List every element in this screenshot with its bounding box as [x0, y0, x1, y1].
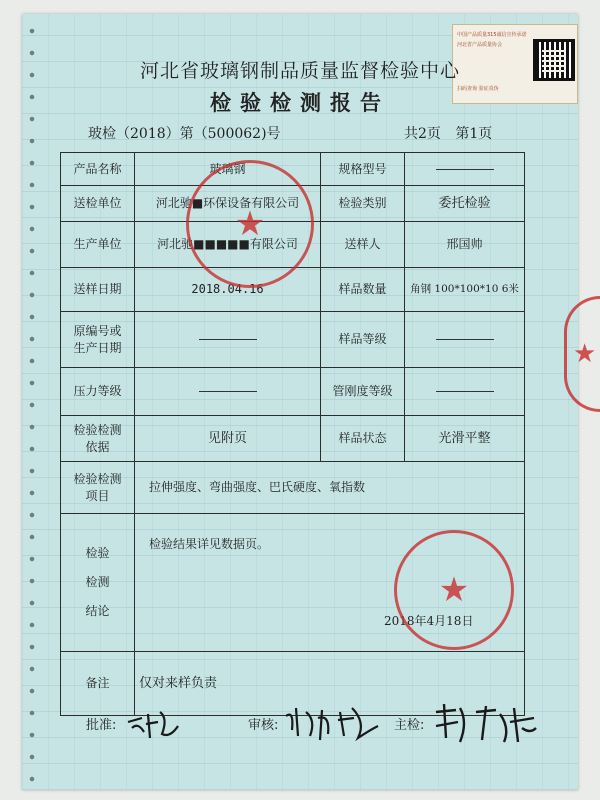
- sample-qty-label: 样品数量: [321, 268, 405, 312]
- remarks-value: 仅对来样负责: [135, 652, 525, 716]
- product-name-value: 玻璃钢: [135, 153, 321, 186]
- items-label-line-2: 项目: [85, 488, 110, 503]
- orig-no-label-line-2: 生产日期: [73, 340, 122, 355]
- spec-value: [405, 153, 525, 186]
- table-row: [61, 416, 525, 462]
- conclusion-date: 2018年4月18日: [384, 614, 474, 628]
- empty-dash: [436, 339, 494, 340]
- basis-label: [61, 416, 135, 462]
- inspector-label: 主检:: [394, 718, 425, 733]
- conclusion-label-line-1: 检验: [85, 546, 110, 561]
- empty-dash: [436, 391, 494, 392]
- basis-value: 见附页: [135, 416, 321, 462]
- submit-unit-value: 河北驰■环保设备有限公司: [135, 186, 321, 222]
- handwritten-signature-icon: [282, 700, 382, 748]
- official-seal-bottom: [394, 530, 514, 650]
- orig-no-label: [61, 312, 135, 368]
- approve-label: 批准:: [86, 718, 117, 733]
- page-info: 共2页 第1页: [404, 126, 493, 142]
- conclusion-text: 检验结果详见数据页。: [149, 537, 270, 551]
- basis-label-line-2: 依据: [85, 439, 110, 454]
- empty-dash: [199, 339, 257, 340]
- binding-holes: [28, 20, 36, 790]
- sample-state-value: 光滑平整: [405, 416, 525, 462]
- org-title: 河北省玻璃钢制品质量监督检验中心: [139, 60, 460, 82]
- seal-star-icon: ★: [438, 570, 470, 610]
- spec-label: 规格型号: [321, 153, 405, 186]
- basis-label-line-1: 检验检测: [73, 423, 122, 438]
- table-row: [61, 312, 525, 368]
- empty-dash: [436, 169, 494, 170]
- conclusion-label-line-3: 结论: [85, 603, 110, 618]
- badge-line-2: 河北省产品质量协会: [457, 42, 503, 48]
- sample-grade-label: 样品等级: [321, 312, 405, 368]
- sender-value: 邢国帅: [405, 222, 525, 268]
- send-date-label: 送样日期: [61, 268, 135, 312]
- orig-no-label-line-1: 原编号或: [73, 324, 122, 339]
- conclusion-label-line-2: 检测: [85, 575, 110, 590]
- handwritten-signature-icon: [430, 698, 540, 750]
- review-label: 审核:: [248, 718, 279, 733]
- pressure-label: 压力等级: [61, 368, 135, 416]
- conclusion-label: [61, 514, 135, 652]
- producer-value: 河北驰■■■■■有限公司: [135, 222, 321, 268]
- sender-label: 送样人: [321, 222, 405, 268]
- sample-qty-value: 角钢 100*100*10 6米: [405, 268, 525, 312]
- sample-grade-value: [405, 312, 525, 368]
- items-label-line-1: 检验检测: [73, 472, 122, 487]
- stiffness-label: 管刚度等级: [321, 368, 405, 416]
- seal-star-icon: ★: [234, 204, 266, 244]
- report-title: 检验检测报告: [210, 91, 390, 115]
- approve-signature: [124, 704, 184, 751]
- items-value: 拉伸强度、弯曲强度、巴氏硬度、氧指数: [135, 462, 525, 514]
- stiffness-value: [405, 368, 525, 416]
- report-number: 玻检（2018）第（500062)号: [88, 126, 281, 142]
- inspect-type-value: 委托检验: [405, 186, 525, 222]
- remarks-label: 备注: [61, 652, 135, 716]
- badge-line-1: 中国产品质量315诚信宣传承诺: [457, 32, 527, 38]
- product-name-label: 产品名称: [61, 153, 135, 186]
- orig-no-value: [135, 312, 321, 368]
- inspect-type-label: 检验类别: [321, 186, 405, 222]
- producer-label: 生产单位: [61, 222, 135, 268]
- seal-star-icon: ★: [573, 339, 597, 369]
- handwritten-signature-icon: [124, 704, 184, 744]
- submit-unit-label: 送检单位: [61, 186, 135, 222]
- table-row: [61, 368, 525, 416]
- badge-line-3: 扫码查询 验证真伪: [457, 86, 499, 92]
- send-date-value: 2018.04.16: [135, 268, 321, 312]
- table-row: [61, 462, 525, 514]
- inspector-signature: [430, 698, 540, 757]
- sample-state-label: 样品状态: [321, 416, 405, 462]
- pressure-value: [135, 368, 321, 416]
- official-seal-top: [186, 160, 314, 288]
- table-row: [61, 268, 525, 312]
- empty-dash: [199, 391, 257, 392]
- seam-seal-edge: [564, 296, 600, 412]
- review-signature: [282, 700, 382, 755]
- items-label: [61, 462, 135, 514]
